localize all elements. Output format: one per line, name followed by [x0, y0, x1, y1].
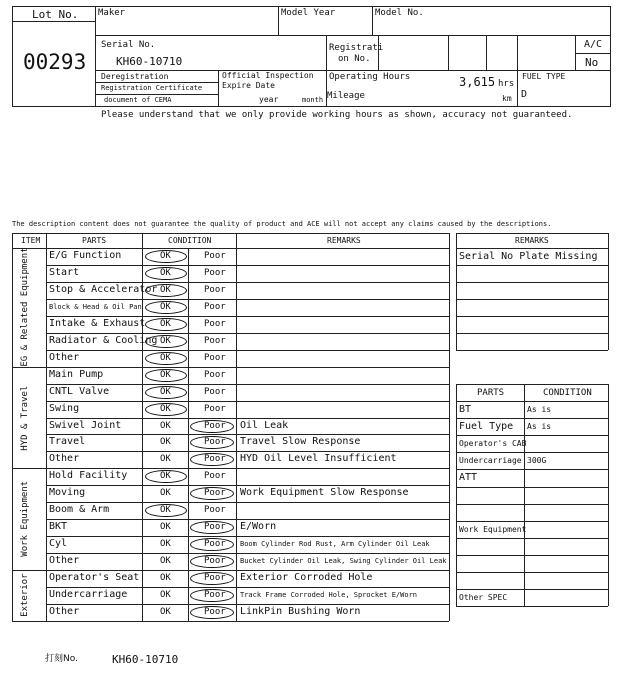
condition-poor: Poor — [204, 420, 226, 431]
rule-line — [456, 418, 608, 419]
rule-line — [456, 248, 608, 249]
poor-selected-circle — [190, 572, 234, 585]
rule-line — [456, 469, 608, 470]
side-part-condition: 300G — [527, 456, 547, 466]
serial-no-value: KH60-10710 — [116, 55, 183, 68]
rule-line — [12, 233, 13, 621]
condition-poor: Poor — [204, 335, 226, 346]
inspection-label-2: Expire Date — [222, 81, 275, 90]
part-name: Moving — [49, 487, 86, 499]
condition-ok: OK — [160, 522, 171, 533]
rule-line — [456, 521, 608, 522]
ac-label: A/C — [584, 39, 603, 50]
part-name: Main Pump — [49, 368, 104, 380]
side-part-condition: As is — [527, 405, 552, 414]
condition-poor: Poor — [204, 386, 226, 397]
operating-hours-value: 3,615 — [459, 75, 496, 89]
poor-selected-circle — [190, 555, 234, 568]
rule-line — [46, 401, 449, 402]
condition-ok: OK — [160, 505, 171, 516]
ok-selected-circle — [145, 318, 187, 331]
hrs-unit: hrs — [498, 79, 515, 89]
poor-selected-circle — [190, 606, 234, 619]
condition-poor: Poor — [204, 488, 226, 499]
rule-line — [456, 435, 608, 436]
rule-line — [46, 553, 449, 554]
header-condition: CONDITION — [168, 236, 212, 245]
rule-line — [456, 504, 608, 505]
poor-selected-circle — [190, 487, 234, 500]
condition-ok: OK — [160, 590, 171, 600]
rule-line — [456, 401, 608, 402]
header-item: ITEM — [21, 236, 41, 245]
ok-selected-circle — [145, 284, 187, 297]
side-part-name: Operator's CAB — [459, 439, 527, 449]
rule-line — [456, 606, 608, 607]
rule-line — [456, 282, 608, 283]
fuel-type-value: D — [521, 89, 528, 100]
ok-selected-circle — [145, 250, 187, 263]
rule-line — [456, 299, 608, 300]
side-part-condition: As is — [527, 422, 552, 432]
side-part-name: Fuel Type — [459, 421, 514, 433]
condition-ok: OK — [160, 369, 171, 380]
poor-selected-circle — [190, 436, 234, 449]
header-remarks: REMARKS — [327, 236, 361, 245]
remark-text: Work Equipment Slow Response — [240, 487, 409, 499]
remark-text: Oil Leak — [240, 419, 289, 431]
condition-poor: Poor — [204, 369, 226, 380]
remark-text: Bucket Cylinder Oil Leak, Swing Cylinder Oil Leak — [240, 557, 447, 566]
group-label: HYD & Travel — [20, 384, 30, 450]
serial-no-label: Serial No. — [101, 40, 156, 50]
rule-line — [456, 333, 608, 334]
side-remarks-header: REMARKS — [515, 236, 549, 245]
poor-selected-circle — [190, 453, 234, 466]
rule-line — [456, 538, 608, 539]
ok-selected-circle — [145, 386, 187, 399]
condition-ok: OK — [160, 573, 171, 584]
rule-line — [12, 468, 449, 469]
part-name: E/G Function — [49, 250, 122, 261]
condition-poor: Poor — [204, 505, 226, 516]
part-name: Boom & Arm — [49, 504, 110, 516]
rule-line — [46, 418, 449, 419]
ac-value: No — [585, 56, 599, 69]
ok-selected-circle — [145, 369, 187, 382]
part-name: Other — [49, 555, 80, 567]
part-name: Radiator & Cooling — [49, 334, 158, 346]
fuel-type-label: FUEL TYPE — [522, 72, 566, 81]
remark-text: Boom Cylinder Rod Rust, Arm Cylinder Oil Leak — [240, 540, 430, 549]
side-part-name: BT — [459, 404, 472, 415]
side-parts-header: PARTS — [477, 388, 505, 398]
disclaimer-text: The description content does not guarantee the quality of product and ACE will not accept any claims caused by the descriptions. — [12, 220, 552, 228]
model-year-label: Model Year — [281, 8, 336, 18]
ok-selected-circle — [145, 403, 187, 416]
rule-line — [46, 604, 449, 605]
condition-ok: OK — [160, 267, 171, 278]
rule-line — [46, 434, 449, 435]
cema-document-label: document of CEMA — [104, 96, 172, 104]
rule-line — [456, 555, 608, 556]
ok-selected-circle — [145, 301, 187, 314]
remark-text: Exterior Corroded Hole — [240, 572, 373, 584]
deregistration-label: Deregistration — [101, 72, 169, 81]
side-part-name: Undercarriage — [459, 456, 522, 466]
part-name: Hold Facility — [49, 470, 128, 482]
side-part-name: Other SPEC — [459, 593, 508, 603]
rule-line — [46, 502, 449, 503]
rule-line — [456, 316, 608, 317]
rule-line — [46, 485, 449, 486]
condition-ok: OK — [160, 335, 171, 346]
condition-ok: OK — [160, 471, 171, 482]
condition-poor: Poor — [204, 522, 226, 533]
rule-line — [46, 265, 449, 266]
lot-no-label: Lot No. — [32, 8, 79, 21]
rule-line — [46, 350, 449, 351]
condition-ok: OK — [160, 251, 171, 261]
part-name: Swivel Joint — [49, 419, 122, 431]
side-part-name: ATT — [459, 472, 478, 484]
ok-selected-circle — [145, 335, 187, 348]
part-name: Swing — [49, 402, 80, 414]
rule-line — [456, 589, 608, 590]
rule-line — [608, 233, 609, 350]
group-label: Exterior — [20, 573, 30, 618]
rule-line — [46, 519, 449, 520]
operating-hours-label: Operating Hours — [329, 72, 411, 82]
poor-selected-circle — [190, 420, 234, 433]
condition-ok: OK — [160, 318, 171, 329]
rule-line — [456, 350, 608, 351]
ok-selected-circle — [145, 470, 187, 483]
group-label: Work Equipment — [20, 481, 30, 558]
condition-poor: Poor — [204, 471, 226, 482]
condition-poor: Poor — [204, 301, 226, 312]
condition-ok: OK — [160, 556, 171, 567]
condition-ok: OK — [160, 488, 171, 499]
side-part-name: Work Equipment — [459, 524, 527, 534]
rule-line — [12, 367, 449, 368]
registration-no-label-2: on No. — [338, 54, 371, 64]
rule-line — [456, 452, 608, 453]
ok-selected-circle — [145, 504, 187, 517]
part-name: Other — [49, 351, 80, 363]
condition-poor: Poor — [204, 318, 226, 329]
stamp-no-label: 打刻No. — [45, 654, 78, 664]
rule-line — [46, 384, 449, 385]
condition-ok: OK — [160, 437, 171, 448]
ok-selected-circle — [145, 267, 187, 280]
part-name: Cyl — [49, 538, 68, 550]
condition-ok: OK — [160, 352, 171, 363]
rule-line — [46, 299, 449, 300]
condition-poor: Poor — [204, 437, 226, 448]
part-name: BKT — [49, 521, 68, 533]
stamp-no-value: KH60-10710 — [112, 653, 179, 666]
rule-line — [236, 233, 237, 621]
condition-poor: Poor — [204, 403, 226, 414]
condition-ok: OK — [160, 403, 171, 414]
registration-no-label: Registrati — [329, 43, 384, 53]
model-no-label: Model No. — [375, 8, 424, 18]
rule-line — [46, 451, 449, 452]
rule-line — [46, 333, 449, 334]
rule-line — [12, 570, 449, 571]
condition-poor: Poor — [204, 590, 226, 600]
condition-poor: Poor — [204, 573, 226, 584]
group-label: EG & Related Equipment — [20, 247, 30, 367]
part-name: Operator's Seat — [49, 572, 140, 584]
poor-selected-circle — [190, 538, 234, 551]
condition-poor: Poor — [204, 556, 226, 567]
part-name: Undercarriage — [49, 589, 128, 600]
side-remark-text: Serial No Plate Missing — [459, 251, 598, 262]
poor-selected-circle — [190, 589, 234, 602]
part-name: Travel — [49, 436, 86, 448]
rule-line — [46, 316, 449, 317]
condition-ok: OK — [160, 454, 171, 465]
maker-label: Maker — [98, 8, 126, 18]
rule-line — [456, 487, 608, 488]
remark-text: Travel Slow Response — [240, 436, 361, 448]
condition-ok: OK — [160, 284, 171, 295]
rule-line — [456, 265, 608, 266]
inspection-label: Official Inspection — [222, 71, 314, 80]
rule-line — [456, 572, 608, 573]
rule-line — [456, 384, 608, 385]
ok-selected-circle — [145, 352, 187, 365]
rule-line — [46, 282, 449, 283]
part-name: Start — [49, 266, 80, 278]
mileage-label: Mileage — [327, 91, 365, 101]
rule-line — [12, 621, 449, 622]
km-unit: km — [502, 94, 512, 103]
header-parts: PARTS — [82, 236, 107, 245]
part-name: Other — [49, 453, 80, 465]
condition-poor: Poor — [204, 454, 226, 465]
poor-selected-circle — [190, 521, 234, 534]
condition-poor: Poor — [204, 267, 226, 278]
remark-text: Track Frame Corroded Hole, Sprocket E/Worn — [240, 591, 418, 599]
part-name: Stop & Accelerator — [49, 283, 158, 295]
year-label: year — [259, 95, 279, 104]
rule-line — [608, 384, 609, 606]
remark-text: LinkPin Bushing Worn — [240, 605, 361, 617]
condition-ok: OK — [160, 539, 171, 550]
rule-line — [456, 233, 608, 234]
rule-line — [12, 248, 449, 249]
working-hours-notice: Please understand that we only provide working hours as shown, accuracy not guaranteed. — [101, 110, 573, 120]
part-name: Other — [49, 605, 80, 617]
part-name: Intake & Exhaust — [49, 317, 146, 329]
rule-line — [12, 233, 449, 234]
rule-line — [46, 536, 449, 537]
condition-ok: OK — [160, 420, 171, 431]
condition-poor: Poor — [204, 251, 226, 261]
remark-text: HYD Oil Level Insufficient — [240, 453, 397, 465]
month-label: month — [302, 96, 324, 104]
condition-poor: Poor — [204, 284, 226, 295]
rule-line — [449, 233, 450, 621]
remark-text: E/Worn — [240, 521, 277, 533]
condition-poor: Poor — [204, 539, 226, 550]
condition-ok: OK — [160, 386, 171, 397]
registration-certificate-label: Registration Certificate — [101, 84, 203, 92]
rule-line — [46, 587, 449, 588]
condition-ok: OK — [160, 301, 171, 312]
condition-ok: OK — [160, 606, 171, 617]
condition-poor: Poor — [204, 352, 226, 363]
lot-no-value: 00293 — [23, 50, 87, 74]
part-name: CNTL Valve — [49, 385, 110, 397]
side-condition-header: CONDITION — [543, 388, 592, 398]
rule-line — [46, 233, 47, 621]
part-name: Block & Head & Oil Pan — [49, 302, 142, 311]
condition-poor: Poor — [204, 606, 226, 617]
